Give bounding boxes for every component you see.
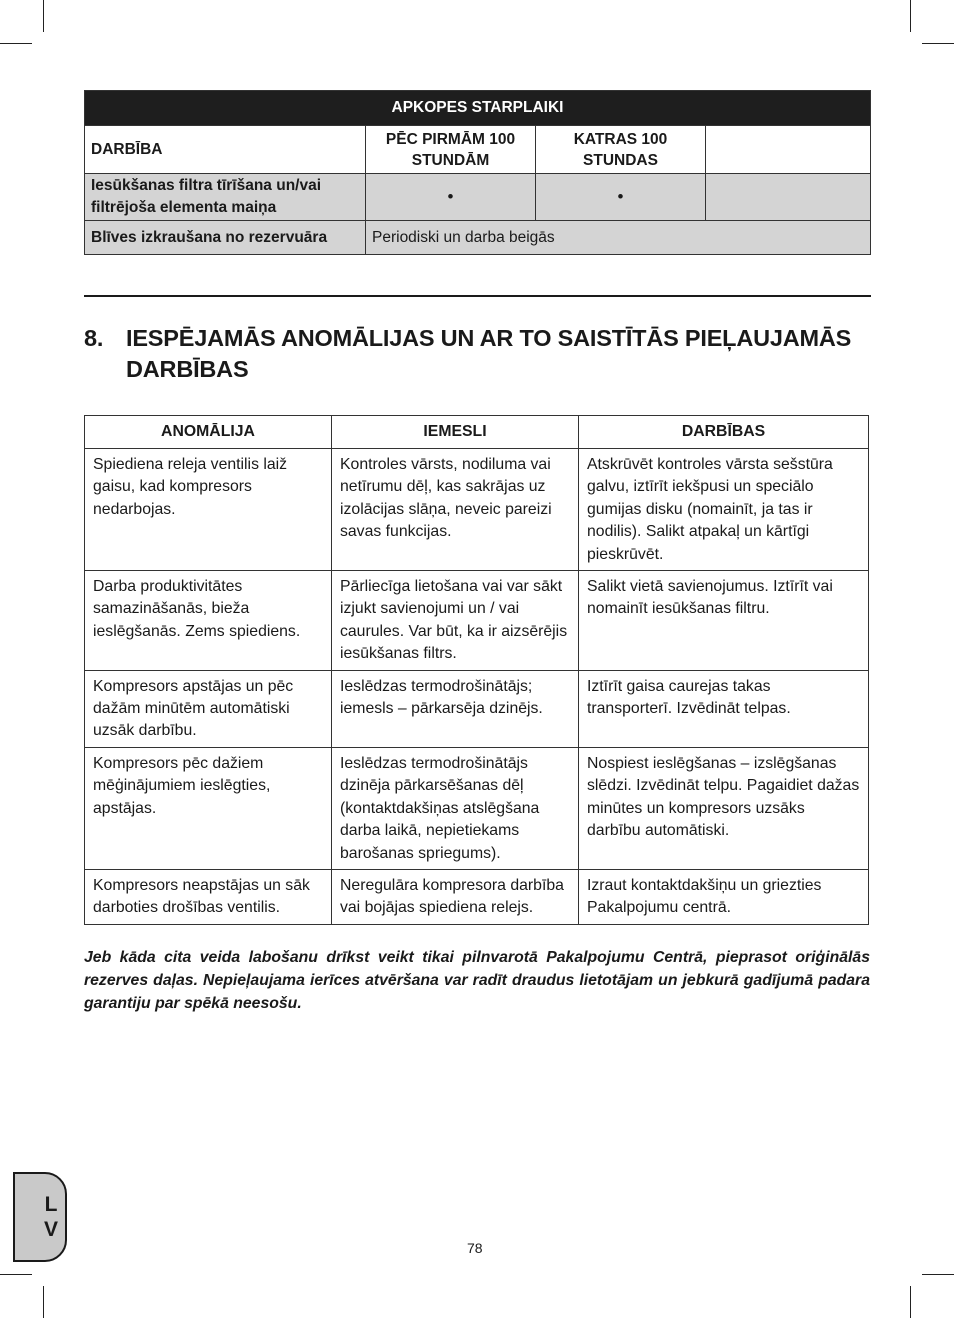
action-cell: Atskrūvēt kontroles vārsta sešstūra galvu, iztīrīt iekšpusi un speciālo gumijas disku (nomainīt, ja tas ir nodilis). Salikt atpakaļ un kārtīgi pieskrūvēt. [579,449,869,571]
section-heading [84,323,864,385]
bullet-mark: • [366,174,536,221]
action-cell: Salikt vietā savienojumus. Iztīrīt vai nomainīt iesūkšanas filtru. [579,571,869,671]
cause-cell: Kontroles vārsts, nodiluma vai netīrumu dēļ, kas sakrājas uz izolācijas slāņa, neveic pareizi savas funkcijas. [332,449,579,571]
table-row [85,670,869,747]
row-action: Blīves izkraušana no rezervuāra [85,221,366,255]
crop-mark [43,1286,44,1318]
anomaly-cell: Kompresors pēc dažiem mēģinājumiem ieslēgties, apstājas. [85,747,332,869]
table-row [85,449,869,571]
anomaly-cell: Kompresors neapstājas un sāk darboties drošības ventilis. [85,869,332,924]
column-header-anomaly: ANOMĀLIJA [85,416,332,449]
action-cell: Izraut kontaktdakšiņu un griezties Pakalpojumu centrā. [579,869,869,924]
troubleshooting-table [84,415,869,925]
column-header-actions: DARBĪBAS [579,416,869,449]
table-row [85,869,869,924]
row-note: Periodiski un darba beigās [366,221,871,255]
crop-mark [922,1274,954,1275]
anomaly-cell: Darba produktivitātes samazināšanās, bieža ieslēgšanās. Zems spiediens. [85,571,332,671]
column-header-action: DARBĪBA [85,126,366,174]
cause-cell: Ieslēdzas termodrošinātājs; iemesls – pārkarsēja dzinējs. [332,670,579,747]
row-empty-cell [706,174,871,221]
warranty-warning: Jeb kāda cita veida labošanu drīkst veikt tikai pilnvarotā Pakalpojumu Centrā, pieprasot oriģinālās rezerves daļas. Nepieļaujama ierīces atvēršana var radīt draudus lietotājam un jebkurā gadījumā padara garantiju par spēkā neesošu. [84,949,870,1012]
section-divider [84,295,871,297]
action-cell: Iztīrīt gaisa caurejas takas transporterī. Izvēdināt telpas. [579,670,869,747]
language-letter: V [43,1218,58,1241]
cause-cell: Pārliecīga lietošana vai var sākt izjukt savienojumi un / vai caurules. Var būt, ka ir aizsērējis iesūkšanas filtrs. [332,571,579,671]
maintenance-table [84,90,871,255]
language-letter: L [44,1193,58,1216]
column-header-empty [706,126,871,174]
cause-cell: Ieslēdzas termodrošinātājs dzinēja pārkarsēšanas dēļ (kontaktdakšiņas atslēgšana darba laikā, nepietiekams barošanas spriegums). [332,747,579,869]
column-header-first-100: PĒC PIRMĀM 100 STUNDĀM [366,126,536,174]
crop-mark [43,0,44,32]
row-action: Iesūkšanas filtra tīrīšana un/vai filtrējoša elementa maiņa [85,174,366,221]
page-number: 78 [467,1240,483,1256]
section-number: 8. [84,325,104,351]
action-cell: Nospiest ieslēgšanas – izslēgšanas slēdzi. Izvēdināt telpu. Pagaidiet dažas minūtes un kompresors uzsāks darbību automātiski. [579,747,869,869]
column-header-cause: IEMESLI [332,416,579,449]
crop-mark [910,1286,911,1318]
cause-cell: Neregulāra kompresora darbība vai bojājas spiediena relejs. [332,869,579,924]
crop-mark [0,43,32,44]
anomaly-cell: Spiediena releja ventilis laiž gaisu, kad kompresors nedarbojas. [85,449,332,571]
anomaly-cell: Kompresors apstājas un pēc dažām minūtēm automātiski uzsāk darbību. [85,670,332,747]
table-row [85,221,871,255]
language-tab [13,1172,67,1262]
crop-mark [922,43,954,44]
crop-mark [0,1274,32,1275]
maintenance-title: APKOPES STARPLAIKI [85,91,871,126]
table-row [85,747,869,869]
column-header-every-100: KATRAS 100 STUNDAS [536,126,706,174]
table-row [85,174,871,221]
bullet-mark: • [536,174,706,221]
crop-mark [910,0,911,32]
table-row [85,571,869,671]
section-title: IESPĒJAMĀS ANOMĀLIJAS UN AR TO SAISTĪTĀS PIEĻAUJAMĀS DARBĪBAS [126,325,852,382]
